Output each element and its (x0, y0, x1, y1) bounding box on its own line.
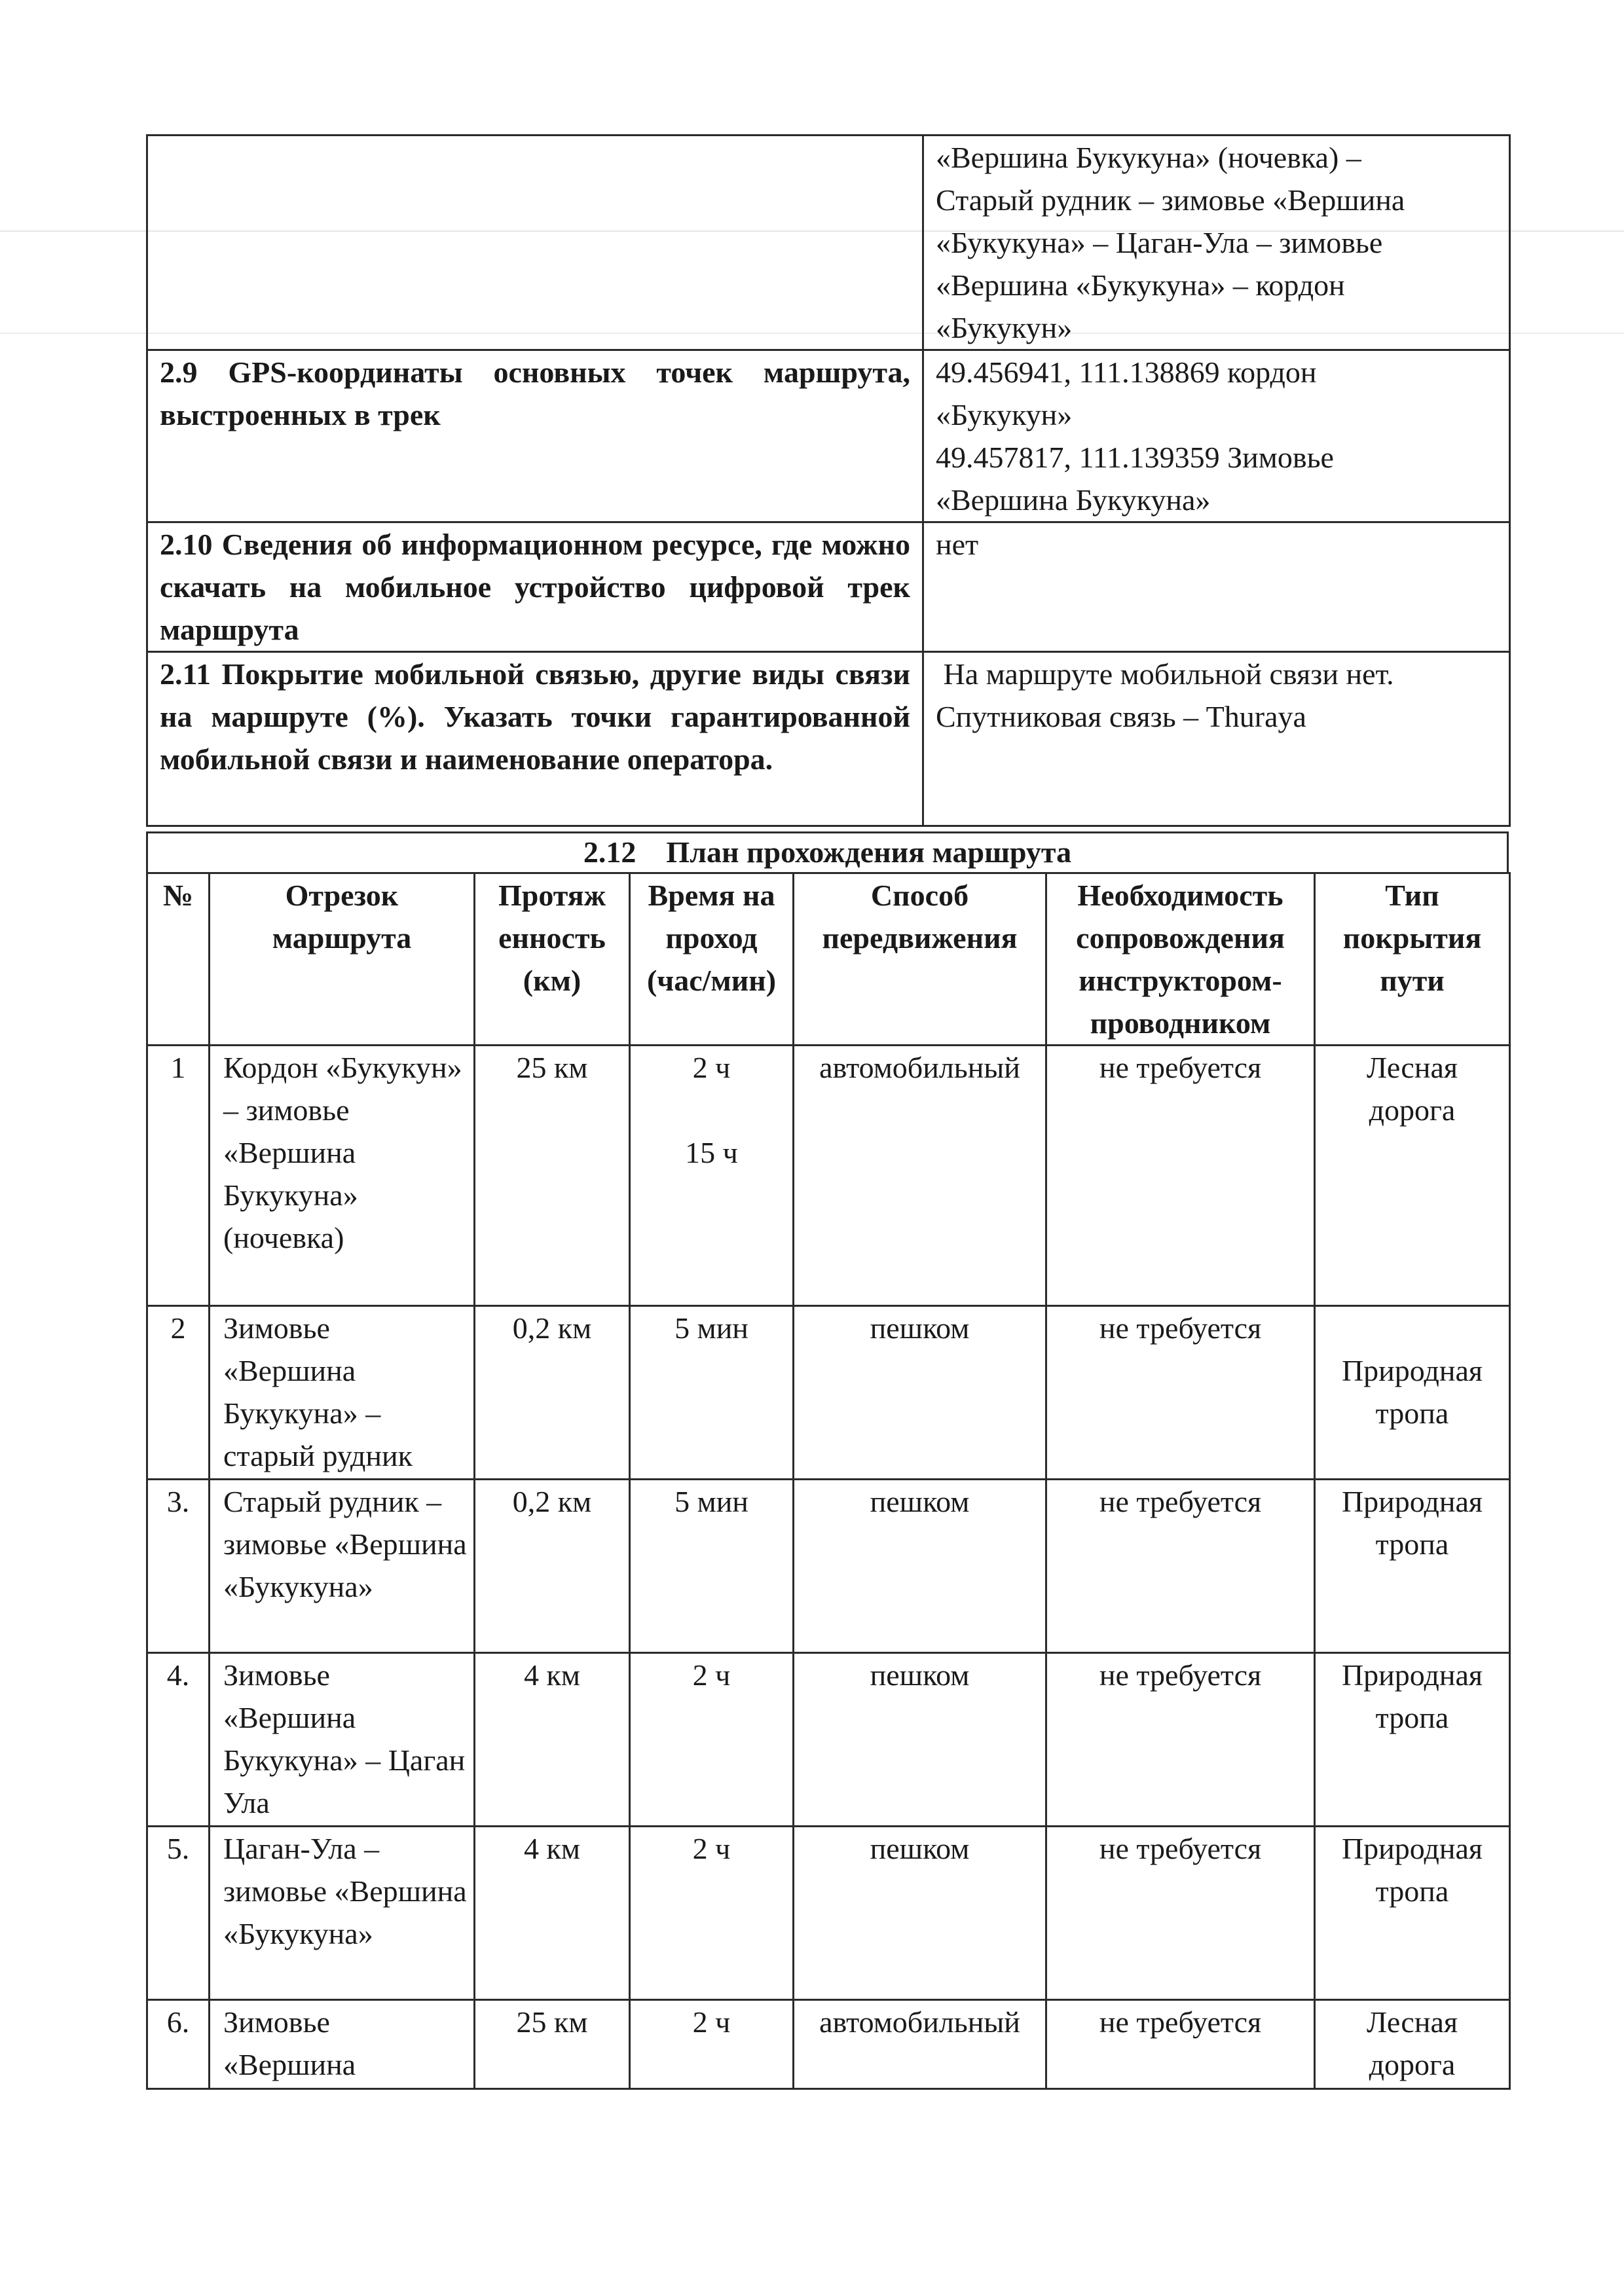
row-num: 1 (147, 1046, 210, 1306)
row-guide: не требуется (1046, 1306, 1315, 1480)
header-surface: Тип покрытия пути (1315, 873, 1510, 1046)
header-mode: Способ передвижения (794, 873, 1046, 1046)
row-time: 5 мин (630, 1480, 794, 1653)
row-length: 0,2 км (475, 1480, 630, 1653)
plan-section-title: 2.12 План прохождения маршрута (146, 831, 1509, 874)
value-line: 49.456941, 111.138869 кордон (936, 355, 1317, 389)
row-mode: пешком (794, 1827, 1046, 2000)
value-line: нет (936, 528, 979, 561)
row-mode: автомобильный (794, 2000, 1046, 2089)
spacer (1322, 1307, 1502, 1349)
header-length: Протяж енность (км) (475, 873, 630, 1046)
row-label (147, 136, 923, 350)
mobile-coverage-value (923, 652, 1510, 826)
row-segment: Зимовье «Вершина Букукуна» – Цаган Ула (210, 1653, 475, 1827)
row-num: 4. (147, 1653, 210, 1827)
gps-value (923, 350, 1510, 522)
route-info-table (146, 134, 1511, 827)
table-row (147, 2000, 1510, 2089)
value-line: Спутниковая связь – Thuraya (936, 700, 1306, 733)
value-line: «Вершина «Букукуна» – кордон (936, 268, 1345, 302)
route-row-continuation (147, 136, 1510, 350)
row-guide: не требуется (1046, 1480, 1315, 1653)
row-length: 4 км (475, 1827, 630, 2000)
track-resource-value (923, 522, 1510, 652)
row-time-extra: 15 ч (685, 1136, 738, 1169)
value-line: Старый рудник – зимовье «Вершина (936, 183, 1405, 217)
track-resource-row (147, 522, 1510, 652)
value-line: «Букукун» (936, 398, 1073, 431)
row-segment: Старый рудник – зимовье «Вершина «Букукуна» (210, 1480, 475, 1653)
value-line: «Букукуна» – Цаган-Ула – зимовье (936, 226, 1383, 259)
row-surface-value: Природная тропа (1341, 1354, 1483, 1430)
row-value (923, 136, 1510, 350)
row-num: 5. (147, 1827, 210, 2000)
row-surface (1315, 1306, 1510, 1480)
gps-row (147, 350, 1510, 522)
row-guide: не требуется (1046, 1046, 1315, 1306)
table-row (147, 1306, 1510, 1480)
row-surface: Лесная дорога (1315, 2000, 1510, 2089)
row-segment: Кордон «Букукун» – зимовье «Вершина Букукуна» (ночевка) (210, 1046, 475, 1306)
header-num: № (147, 873, 210, 1046)
value-line: «Букукун» (936, 311, 1073, 344)
row-guide: не требуется (1046, 2000, 1315, 2089)
header-time: Время на проход (час/мин) (630, 873, 794, 1046)
row-surface: Природная тропа (1315, 1480, 1510, 1653)
track-resource-label: 2.10 Сведения об информационном ресурсе, где можно скачать на мобильное устройство цифровой трек маршрута (147, 522, 923, 652)
row-time: 2 ч (630, 2000, 794, 2089)
row-length: 4 км (475, 1653, 630, 1827)
row-length: 25 км (475, 2000, 630, 2089)
mobile-coverage-label: 2.11 Покрытие мобильной связью, другие виды связи на маршруте (%). Указать точки гарантированной мобильной связи и наименование оператора. (147, 652, 923, 826)
row-mode: пешком (794, 1653, 1046, 1827)
route-plan-table (146, 872, 1511, 2090)
row-guide: не требуется (1046, 1653, 1315, 1827)
row-segment: Цаган-Ула – зимовье «Вершина «Букукуна» (210, 1827, 475, 2000)
value-line: 49.457817, 111.139359 Зимовье (936, 441, 1334, 474)
row-time: 5 мин (630, 1306, 794, 1480)
table-row (147, 1827, 1510, 2000)
mobile-coverage-row (147, 652, 1510, 826)
value-line: На маршруте мобильной связи нет. (936, 657, 1394, 691)
row-time: 2 ч (630, 1827, 794, 2000)
gps-label: 2.9 GPS-координаты основных точек маршрута, выстроенных в трек (147, 350, 923, 522)
row-segment: Зимовье «Вершина (210, 2000, 475, 2089)
row-surface: Лесная дорога (1315, 1046, 1510, 1306)
row-segment: Зимовье «Вершина Букукуна» – старый рудник (210, 1306, 475, 1480)
row-num: 3. (147, 1480, 210, 1653)
row-mode: пешком (794, 1480, 1046, 1653)
row-time-value: 2 ч (692, 1051, 731, 1084)
row-surface: Природная тропа (1315, 1653, 1510, 1827)
row-num: 2 (147, 1306, 210, 1480)
value-line: «Вершина Букукуна» (936, 483, 1211, 517)
value-line: «Вершина Букукуна» (ночевка) – (936, 141, 1361, 174)
header-segment: Отрезок маршрута (210, 873, 475, 1046)
row-mode: пешком (794, 1306, 1046, 1480)
row-length: 0,2 км (475, 1306, 630, 1480)
row-length: 25 км (475, 1046, 630, 1306)
row-num: 6. (147, 2000, 210, 2089)
spacer (637, 1089, 786, 1131)
row-surface: Природная тропа (1315, 1827, 1510, 2000)
header-guide: Необходимость сопровождения инструктором-проводником (1046, 873, 1315, 1046)
row-mode: автомобильный (794, 1046, 1046, 1306)
row-time (630, 1046, 794, 1306)
table-row (147, 1653, 1510, 1827)
plan-header-row (147, 873, 1510, 1046)
row-time: 2 ч (630, 1653, 794, 1827)
table-row (147, 1046, 1510, 1306)
row-guide: не требуется (1046, 1827, 1315, 2000)
table-row (147, 1480, 1510, 1653)
